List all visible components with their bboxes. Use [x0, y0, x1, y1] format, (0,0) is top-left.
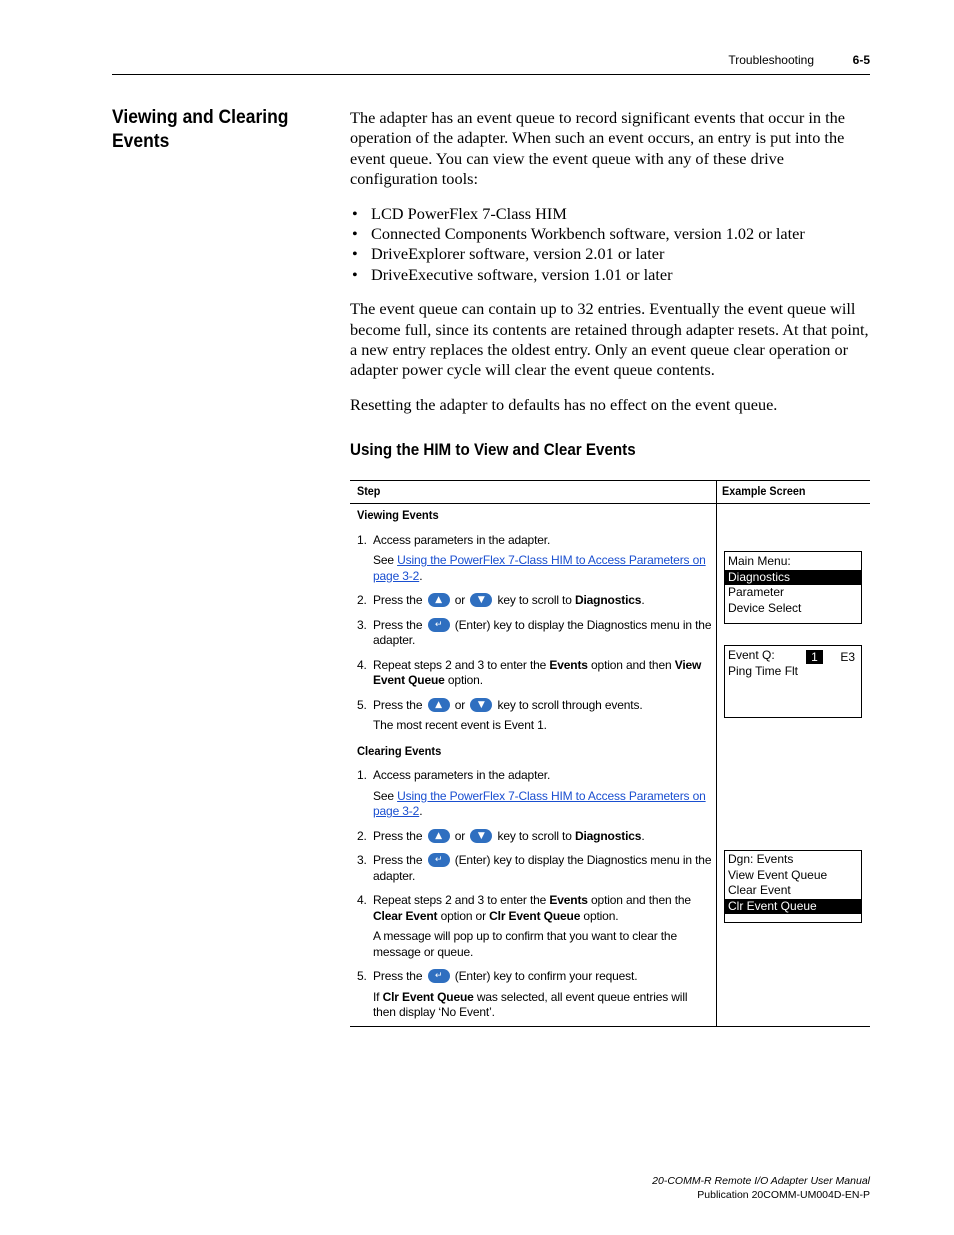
header-rule [112, 74, 870, 75]
step-text: Access parameters in the adapter. [373, 532, 551, 547]
step-text: (Enter) key to confirm your request. [454, 969, 638, 983]
step-number: 4. [357, 893, 367, 907]
clr-event-queue-term: Clr Event Queue [489, 908, 581, 923]
step-note: A message will pop up to confirm that you want to clear the message or queue. [373, 929, 677, 959]
viewing-events-title: Viewing Events [357, 508, 439, 522]
lcd-line: Dgn: Events [728, 852, 794, 866]
col-screen-header: Example Screen [722, 484, 806, 498]
period: . [419, 568, 423, 583]
see-label: See [373, 788, 394, 803]
step-number: 1. [357, 768, 368, 782]
or-text: or [454, 697, 466, 712]
step-text: key to scroll to [497, 593, 572, 607]
cross-reference-link[interactable]: Using the PowerFlex 7-Class HIM to Access Parameters on page 3-2 [373, 788, 706, 818]
step-text: option. [583, 908, 619, 923]
list-item: • LCD PowerFlex 7-Class HIM [350, 204, 870, 224]
event-index: 1 [806, 650, 823, 664]
step-number: 3. [357, 853, 367, 867]
lcd-line: View Event Queue [728, 867, 828, 882]
step-number: 2. [357, 828, 367, 843]
clearing-events-title: Clearing Events [357, 743, 442, 758]
period: . [419, 804, 423, 818]
see-label: See [373, 553, 394, 567]
tools-list [350, 204, 870, 286]
page-number: 6-5 [852, 53, 870, 67]
step-text: Access parameters in the adapter. [373, 768, 551, 782]
subsection-title: Using the HIM to View and Clear Events [350, 441, 636, 459]
enter-key-icon: ↵ [428, 969, 450, 983]
lcd-line: Main Menu: [728, 554, 791, 568]
col-step-header: Step [357, 484, 381, 498]
diagnostics-term: Diagnostics [574, 828, 642, 843]
lcd-line [725, 648, 861, 664]
viewing-step-2 [357, 593, 712, 609]
clearing-step-3 [357, 853, 712, 884]
lcd-line: Clear Event [728, 883, 791, 897]
cross-reference-link[interactable]: Using the PowerFlex 7-Class HIM to Access Parameters on page 3-2 [373, 553, 706, 583]
step-text: option. [447, 673, 483, 687]
step-text: (Enter) key to display the Diagnostics menu in the adapter. [373, 617, 712, 647]
steps-table [350, 480, 870, 1027]
step-text: Repeat steps 2 and 3 to enter the [373, 657, 547, 672]
column-divider [716, 481, 717, 1027]
lcd-line-highlighted: Diagnostics [725, 570, 861, 586]
step-text: (Enter) key to display the Diagnostics menu in the adapter. [373, 853, 712, 883]
enter-key-icon: ↵ [428, 618, 450, 632]
up-arrow-key-icon: ▲ [428, 829, 450, 843]
step-text: key to scroll to [497, 828, 572, 843]
step-text: Press the [373, 828, 423, 843]
step-text: Press the [373, 617, 423, 632]
step-text: option and then [591, 657, 672, 672]
clearing-step-4 [357, 893, 712, 960]
list-item: • DriveExecutive software, version 1.01 or later [350, 265, 870, 285]
step-column [357, 507, 712, 1030]
intro-paragraph: The adapter has an event queue to record significant events that occur in the operation of the adapter. When such an event occurs, an entry is put into the event queue. You can view the event queue with any of these drive configuration tools: [350, 108, 846, 189]
step-text: Press the [373, 697, 423, 712]
step-text: option and then the [591, 893, 691, 907]
list-item: • DriveExplorer software, version 2.01 or later [350, 244, 870, 264]
step-note: The most recent event is Event 1. [373, 718, 547, 732]
step-note [373, 990, 712, 1021]
clearing-step-2 [357, 829, 712, 845]
lcd-dgn-events-screen [724, 850, 862, 923]
viewing-step-5 [357, 698, 712, 734]
down-arrow-key-icon: ▼ [470, 593, 492, 607]
list-item: • Connected Components Workbench software, version 1.02 or later [350, 224, 870, 244]
page-footer [652, 1174, 870, 1202]
clear-event-term: Clear Event [373, 908, 438, 923]
viewing-step-3 [357, 618, 712, 649]
step-number: 5. [357, 969, 367, 983]
events-term: Events [549, 893, 588, 907]
step-number: 2. [357, 593, 367, 607]
period: . [641, 828, 645, 843]
up-arrow-key-icon: ▲ [428, 698, 450, 712]
up-arrow-key-icon: ▲ [428, 593, 450, 607]
step-text: Repeat steps 2 and 3 to enter the [373, 893, 547, 907]
clearing-step-1 [357, 768, 712, 820]
manual-title: 20-COMM-R Remote I/O Adapter User Manual [652, 1175, 870, 1187]
section-title: Viewing and Clearing Events [112, 107, 289, 152]
viewing-step-1 [357, 533, 712, 585]
reset-paragraph: Resetting the adapter to defaults has no effect on the event queue. [350, 394, 778, 414]
event-q-label: Event Q: [728, 648, 775, 662]
view-event-queue-term: View Event Queue [373, 657, 702, 687]
body-text [350, 108, 870, 429]
step-text: Press the [373, 969, 423, 983]
down-arrow-key-icon: ▼ [470, 698, 492, 712]
down-arrow-key-icon: ▼ [470, 829, 492, 843]
period: . [641, 593, 645, 607]
lcd-line: Ping Time Flt [728, 663, 799, 678]
step-text: Press the [373, 853, 423, 867]
step-text: Press the [373, 593, 423, 607]
event-queue-paragraph: The event queue can contain up to 32 entries. Eventually the event queue will become full, since its contents are retained through adapter resets. At that point, a new entry replaces the oldest entry. Only an event queue clear operation or adapter power cycle will clear the event queue contents. [350, 299, 869, 380]
lcd-event-queue-screen [724, 645, 862, 718]
events-term: Events [549, 657, 588, 672]
or-text: or [454, 593, 466, 607]
step-number: 4. [357, 657, 367, 672]
step-number: 5. [357, 697, 367, 712]
step-number: 3. [357, 617, 367, 632]
lcd-main-menu-screen [724, 551, 862, 624]
note-text: If [373, 989, 380, 1004]
table-header [350, 481, 870, 504]
lcd-line-highlighted: Clr Event Queue [725, 899, 861, 915]
lcd-line: Parameter [728, 585, 785, 599]
enter-key-icon: ↵ [428, 853, 450, 867]
clearing-step-5 [357, 969, 712, 1021]
viewing-step-4 [357, 658, 712, 689]
diagnostics-term: Diagnostics [574, 593, 642, 607]
note-text: was selected, all event queue entries will then display ‘No Event’. [373, 989, 688, 1019]
step-number: 1. [357, 532, 368, 547]
step-see-also [373, 789, 712, 820]
step-see-also [373, 553, 712, 584]
step-text: option or [440, 908, 486, 923]
or-text: or [454, 828, 466, 843]
event-code: E3 [840, 650, 855, 664]
clr-event-queue-term: Clr Event Queue [382, 989, 474, 1004]
publication-number: Publication 20COMM-UM004D-EN-P [697, 1189, 870, 1201]
header-section: Troubleshooting [728, 53, 814, 67]
step-text: key to scroll through events. [497, 697, 643, 712]
lcd-line: Device Select [728, 600, 802, 615]
